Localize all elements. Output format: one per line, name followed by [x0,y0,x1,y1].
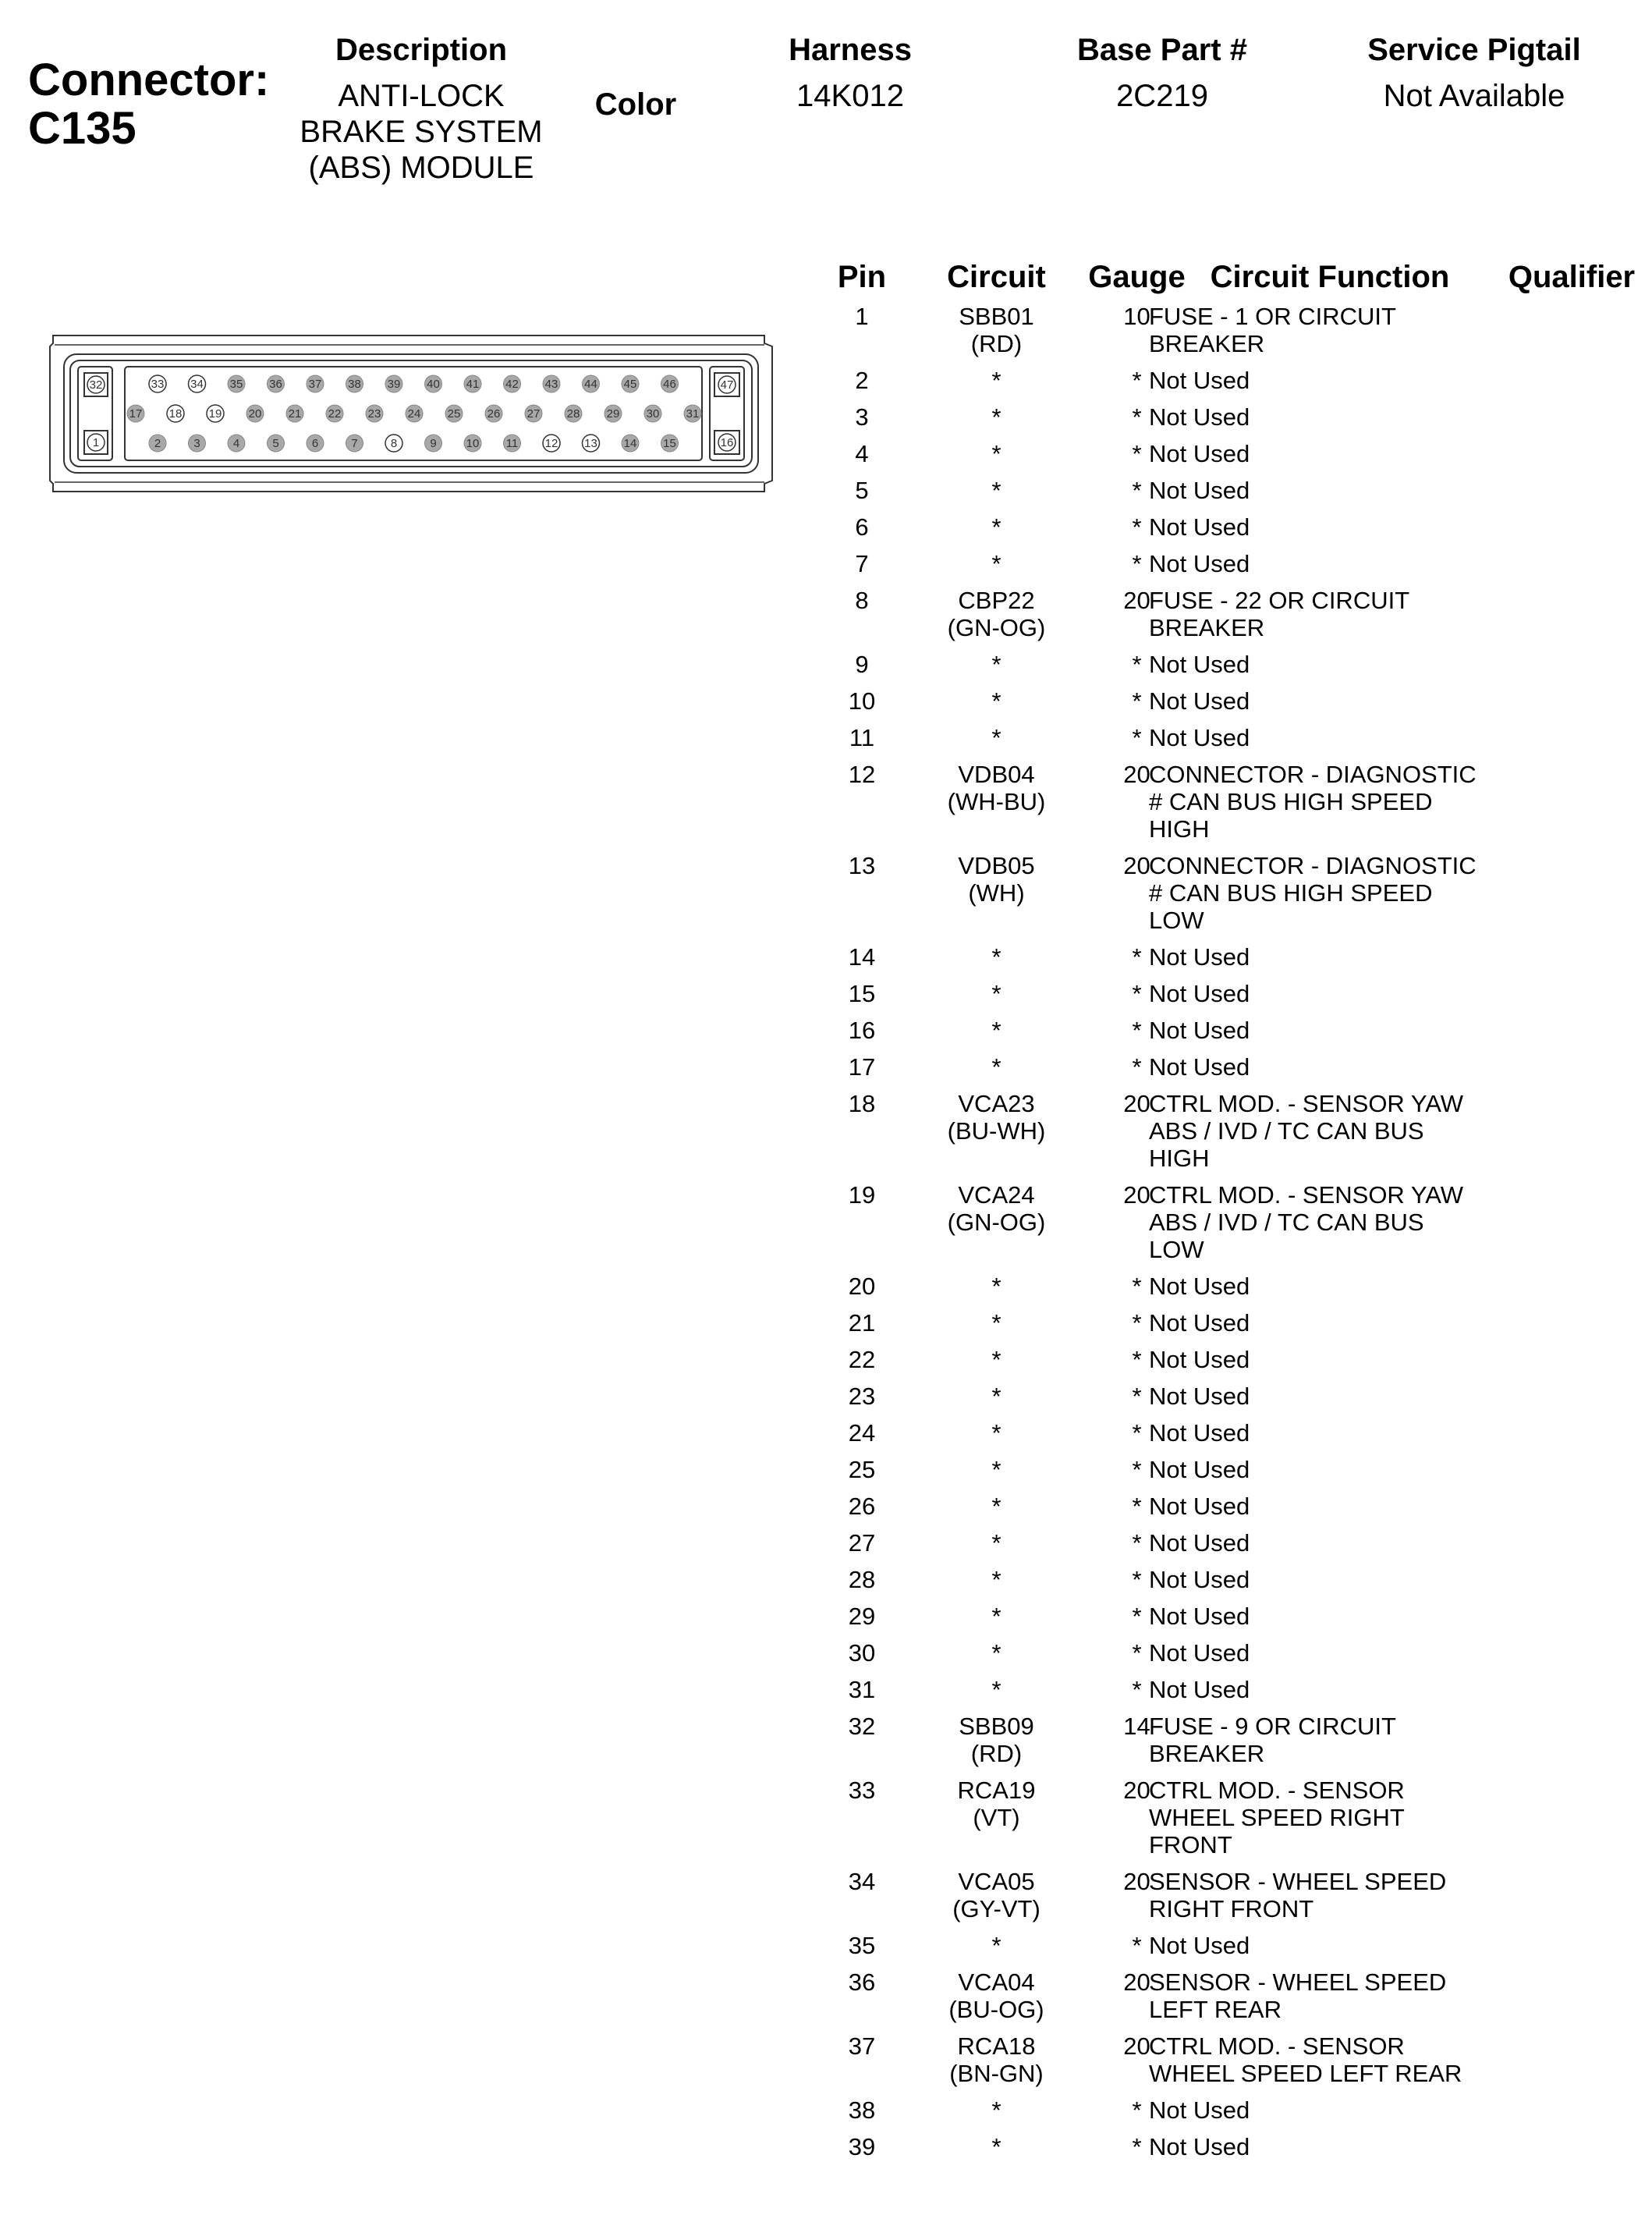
function-cell: CTRL MOD. - SENSOR YAW ABS / IVD / TC CAN BUS HIGH [1149,1090,1464,1172]
harness-value: 14K012 [796,79,904,113]
connector-pin-30 [644,405,661,422]
connector-pin-1 [87,434,105,451]
gauge-cell: * [1132,440,1142,467]
pin-number: 3 [193,437,200,450]
connector-pin-32 [87,376,105,393]
gauge-cell: * [1132,513,1142,541]
pin-cell: 33 [848,1777,876,1804]
pin-number: 13 [584,437,597,450]
connector-pin-47 [718,376,736,393]
pin-cell: 31 [848,1676,876,1703]
gauge-cell: * [1132,1639,1142,1667]
pin-number: 1 [92,436,100,449]
pin-number: 22 [328,407,342,421]
connector-pin-19 [207,405,224,422]
column-header-gauge: Gauge [1088,260,1186,294]
gauge-cell: 20 [1123,587,1150,614]
connector-pin-45 [622,375,639,392]
gauge-cell: 20 [1123,852,1150,879]
connector-pin-28 [565,405,582,422]
gauge-cell: * [1132,943,1142,971]
function-cell: Not Used [1149,1566,1250,1593]
pin-cell: 21 [848,1309,876,1337]
circuit-cell: * [991,367,1001,394]
pin-number: 28 [566,407,580,421]
circuit-cell: * [991,477,1001,504]
connector-pin-26 [485,405,502,422]
circuit-cell: * [991,687,1001,715]
pin-number: 15 [663,437,676,450]
connector-pin-29 [604,405,622,422]
function-cell: Not Used [1149,1346,1250,1373]
circuit-cell: * [991,1346,1001,1373]
pin-cell: 25 [848,1456,876,1483]
connector-pin-7 [346,435,363,452]
pin-number: 19 [208,407,222,421]
function-cell: CONNECTOR - DIAGNOSTIC # CAN BUS HIGH SPEED LOW [1149,852,1477,934]
connector-pin-5 [268,435,285,452]
connector-face-diagram [47,328,780,499]
pin-number: 35 [229,378,243,391]
pin-number: 23 [367,407,381,421]
pin-cell: 39 [848,2133,876,2160]
pin-number: 18 [168,407,183,421]
gauge-cell: * [1132,1383,1142,1410]
pin-cell: 12 [848,761,876,788]
gauge-cell: * [1132,367,1142,394]
pin-cell: 38 [848,2096,876,2124]
pin-number: 27 [526,407,541,421]
pin-cell: 34 [848,1868,876,1895]
function-cell: Not Used [1149,724,1250,751]
circuit-cell: * [991,1493,1001,1520]
connector-pin-21 [286,405,303,422]
connector-pin-31 [684,405,701,422]
gauge-cell: * [1132,1456,1142,1483]
function-cell: Not Used [1149,1676,1250,1703]
pin-cell: 19 [848,1181,876,1209]
circuit-cell: * [991,943,1001,971]
function-cell: FUSE - 1 OR CIRCUIT BREAKER [1149,303,1396,357]
circuit-cell: * [991,1529,1001,1557]
gauge-cell: * [1132,980,1142,1007]
function-cell: Not Used [1149,687,1250,715]
pin-number: 47 [720,378,734,392]
function-cell: Not Used [1149,1932,1250,1959]
column-header-circuit-function: Circuit Function [1210,260,1450,294]
gauge-cell: * [1132,550,1142,577]
connector-pin-23 [366,405,383,422]
connector-pin-20 [246,405,264,422]
connector-pin-12 [543,435,560,452]
pin-number: 38 [348,378,361,391]
pin-cell: 1 [855,303,869,330]
gauge-cell: * [1132,1346,1142,1373]
function-cell: Not Used [1149,403,1250,431]
gauge-cell: * [1132,1932,1142,1959]
gauge-cell: 20 [1123,2032,1150,2060]
connector-pin-8 [385,435,402,452]
gauge-cell: * [1132,1603,1142,1630]
pin-number: 8 [390,437,398,450]
function-cell: Not Used [1149,2096,1250,2124]
pin-number: 36 [269,378,282,391]
gauge-cell: * [1132,403,1142,431]
pin-number: 5 [272,437,279,450]
pin-cell: 29 [848,1603,876,1630]
circuit-cell: * [991,1017,1001,1044]
gauge-cell: * [1132,1053,1142,1081]
gauge-cell: 14 [1123,1713,1150,1740]
connector-pin-33 [149,375,166,392]
function-cell: Not Used [1149,1017,1250,1044]
pin-cell: 5 [855,477,869,504]
gauge-cell: * [1132,1273,1142,1300]
pin-number: 6 [311,437,319,450]
connector-pin-42 [504,375,521,392]
pin-number: 42 [505,378,519,391]
gauge-cell: * [1132,1529,1142,1557]
pin-number: 2 [154,437,161,450]
connector-pin-40 [425,375,442,392]
connector-pin-14 [622,435,639,452]
function-cell: CTRL MOD. - SENSOR YAW ABS / IVD / TC CAN BUS LOW [1149,1181,1464,1263]
circuit-cell: * [991,513,1001,541]
pin-number: 12 [544,437,558,450]
circuit-cell: RCA19 (VT) [957,1777,1036,1831]
circuit-cell: VCA05 (GY-VT) [952,1868,1040,1922]
column-header-pin: Pin [837,260,887,294]
circuit-cell: CBP22 (GN-OG) [947,587,1046,641]
connector-pin-22 [326,405,343,422]
circuit-cell: SBB01 (RD) [959,303,1034,357]
circuit-cell: * [991,1566,1001,1593]
gauge-cell: 20 [1123,761,1150,788]
pin-number: 43 [544,378,558,391]
connector-pin-24 [406,405,423,422]
function-cell: Not Used [1149,513,1250,541]
pin-cell: 17 [848,1053,876,1081]
circuit-cell: * [991,1273,1001,1300]
pin-number: 25 [447,407,461,421]
pin-number: 24 [407,407,421,421]
connector-pin-46 [661,375,679,392]
function-cell: Not Used [1149,1419,1250,1447]
function-cell: Not Used [1149,1603,1250,1630]
pin-cell: 22 [848,1346,876,1373]
connector-pin-37 [307,375,324,392]
connector-pin-17 [127,405,144,422]
color-label: Color [594,87,677,122]
pin-cell: 3 [855,403,869,431]
circuit-cell: * [991,2096,1001,2124]
circuit-cell: * [991,550,1001,577]
gauge-cell: * [1132,651,1142,678]
function-cell: Not Used [1149,1383,1250,1410]
pin-cell: 15 [848,980,876,1007]
function-cell: Not Used [1149,1493,1250,1520]
pin-cell: 32 [848,1713,876,1740]
pin-number: 32 [89,378,103,392]
circuit-cell: VCA24 (GN-OG) [947,1181,1046,1236]
pin-number: 44 [584,378,597,391]
column-header-circuit: Circuit [947,260,1046,294]
connector-pin-6 [307,435,324,452]
connector-pin-25 [445,405,463,422]
gauge-cell: 20 [1123,1090,1150,1117]
pin-cell: 2 [855,367,869,394]
gauge-cell: * [1132,2133,1142,2160]
gauge-cell: 10 [1123,303,1150,330]
circuit-cell: * [991,1309,1001,1337]
connector-pin-43 [543,375,560,392]
circuit-cell: * [991,1053,1001,1081]
pin-cell: 8 [855,587,869,614]
pin-number: 40 [427,378,440,391]
pin-cell: 24 [848,1419,876,1447]
function-cell: CTRL MOD. - SENSOR WHEEL SPEED RIGHT FRONT [1149,1777,1405,1858]
connector-pin-35 [228,375,245,392]
pin-number: 11 [505,437,519,450]
pin-number: 9 [430,437,437,450]
pin-number: 39 [387,378,401,391]
function-cell: Not Used [1149,2133,1250,2160]
pin-cell: 14 [848,943,876,971]
circuit-cell: * [991,651,1001,678]
connector-pin-38 [346,375,363,392]
function-cell: Not Used [1149,1273,1250,1300]
function-cell: Not Used [1149,651,1250,678]
description-value: ANTI-LOCK BRAKE SYSTEM (ABS) MODULE [300,79,543,185]
gauge-cell: * [1132,477,1142,504]
connector-pin-18 [167,405,184,422]
circuit-cell: * [991,1639,1001,1667]
pin-cell: 30 [848,1639,876,1667]
connector-pin-36 [268,375,285,392]
connector-pin-9 [425,435,442,452]
connector-pin-13 [583,435,600,452]
harness-label: Harness [789,33,912,67]
circuit-cell: * [991,1676,1001,1703]
connector-pin-39 [385,375,402,392]
pin-number: 37 [308,378,322,391]
function-cell: Not Used [1149,1053,1250,1081]
pin-cell: 37 [848,2032,876,2060]
pin-number: 41 [466,378,480,391]
function-cell: SENSOR - WHEEL SPEED RIGHT FRONT [1149,1868,1447,1922]
gauge-cell: * [1132,724,1142,751]
circuit-cell: * [991,1932,1001,1959]
pin-cell: 10 [848,687,876,715]
connector-id: C135 [28,103,136,154]
gauge-cell: * [1132,1676,1142,1703]
column-header-qualifier: Qualifier [1508,260,1636,294]
pin-cell: 27 [848,1529,876,1557]
function-cell: Not Used [1149,440,1250,467]
circuit-cell: * [991,403,1001,431]
function-cell: Not Used [1149,1529,1250,1557]
pin-cell: 36 [848,1968,876,1996]
pin-cell: 35 [848,1932,876,1959]
gauge-cell: * [1132,1566,1142,1593]
gauge-cell: 20 [1123,1181,1150,1209]
service-pigtail-label: Service Pigtail [1367,33,1581,67]
function-cell: CONNECTOR - DIAGNOSTIC # CAN BUS HIGH SPEED HIGH [1149,761,1477,843]
pin-cell: 16 [848,1017,876,1044]
connector-pin-41 [464,375,481,392]
pin-number: 34 [190,378,204,391]
connector-pin-16 [718,434,736,451]
circuit-cell: * [991,1383,1001,1410]
pin-cell: 6 [855,513,869,541]
gauge-cell: * [1132,1493,1142,1520]
description-label: Description [335,33,508,67]
connector-pin-27 [525,405,542,422]
function-cell: FUSE - 22 OR CIRCUIT BREAKER [1149,587,1410,641]
pin-cell: 28 [848,1566,876,1593]
function-cell: Not Used [1149,477,1250,504]
pin-cell: 4 [855,440,869,467]
circuit-cell: RCA18 (BN-GN) [949,2032,1044,2087]
pin-cell: 20 [848,1273,876,1300]
pin-cell: 13 [848,852,876,879]
circuit-cell: VDB04 (WH-BU) [947,761,1046,815]
function-cell: Not Used [1149,550,1250,577]
gauge-cell: 20 [1123,1968,1150,1996]
circuit-cell: * [991,980,1001,1007]
circuit-cell: * [991,2133,1001,2160]
service-pigtail-value: Not Available [1383,79,1565,113]
connector-label: Connector: [28,55,270,105]
function-cell: Not Used [1149,1309,1250,1337]
connector-pin-11 [504,435,521,452]
connector-pin-44 [583,375,600,392]
function-cell: Not Used [1149,943,1250,971]
gauge-cell: * [1132,1309,1142,1337]
function-cell: CTRL MOD. - SENSOR WHEEL SPEED LEFT REAR [1149,2032,1462,2087]
pin-cell: 7 [855,550,869,577]
function-cell: SENSOR - WHEEL SPEED LEFT REAR [1149,1968,1447,2023]
gauge-cell: * [1132,2096,1142,2124]
function-cell: Not Used [1149,1639,1250,1667]
gauge-cell: 20 [1123,1868,1150,1895]
pin-number: 7 [351,437,358,450]
gauge-cell: 20 [1123,1777,1150,1804]
connector-pin-10 [464,435,481,452]
gauge-cell: * [1132,687,1142,715]
circuit-cell: * [991,1456,1001,1483]
pin-number: 46 [663,378,676,391]
pin-number: 17 [129,407,143,421]
circuit-cell: VCA23 (BU-WH) [947,1090,1046,1145]
connector-pin-3 [189,435,206,452]
gauge-cell: * [1132,1419,1142,1447]
circuit-cell: * [991,440,1001,467]
gauge-cell: * [1132,1017,1142,1044]
pin-cell: 18 [848,1090,876,1117]
connector-pin-34 [189,375,206,392]
circuit-cell: * [991,1603,1001,1630]
pin-number: 31 [686,407,700,421]
pin-number: 10 [466,437,480,450]
circuit-cell: VCA04 (BU-OG) [948,1968,1044,2023]
base-part-label: Base Part # [1077,33,1247,67]
pin-number: 30 [646,407,660,421]
pin-number: 16 [720,436,734,449]
base-part-value: 2C219 [1116,79,1208,113]
pin-number: 33 [151,378,165,391]
pin-number: 20 [248,407,262,421]
function-cell: FUSE - 9 OR CIRCUIT BREAKER [1149,1713,1396,1767]
pin-cell: 23 [848,1383,876,1410]
connector-pin-4 [228,435,245,452]
pin-cell: 11 [849,724,875,751]
connector-pin-2 [149,435,166,452]
pin-cell: 26 [848,1493,876,1520]
connector-pin-15 [661,435,679,452]
circuit-cell: VDB05 (WH) [958,852,1035,907]
function-cell: Not Used [1149,367,1250,394]
pin-number: 45 [623,378,637,391]
pin-cell: 9 [855,651,869,678]
pin-number: 14 [623,437,637,450]
function-cell: Not Used [1149,1456,1250,1483]
pin-number: 29 [606,407,620,421]
pin-number: 4 [232,437,240,450]
pin-number: 26 [487,407,501,421]
circuit-cell: * [991,724,1001,751]
pin-number: 21 [288,407,302,421]
function-cell: Not Used [1149,980,1250,1007]
circuit-cell: SBB09 (RD) [959,1713,1034,1767]
circuit-cell: * [991,1419,1001,1447]
